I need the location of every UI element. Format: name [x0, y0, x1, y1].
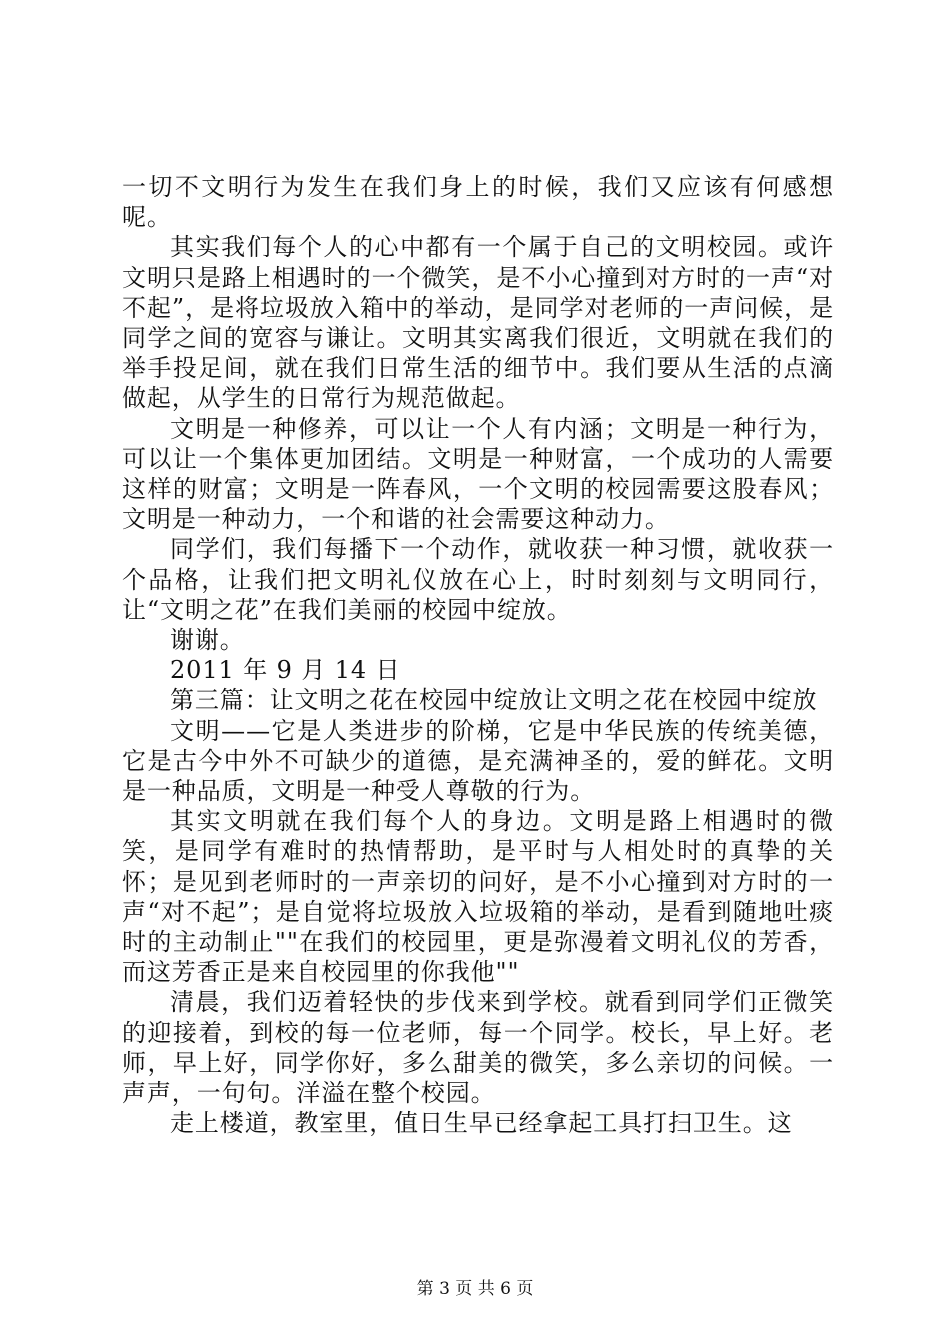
- section-heading: 第三篇：让文明之花在校园中绽放让文明之花在校园中绽放: [170, 686, 818, 715]
- paragraph: 其实文明就在我们每个人的身边。文明是路上相遇时的微笑，是同学有难时的热情帮助，是平时与人相处时的真挚的关怀；是见到老师时的一声亲切的问好，是不小心撞到对方时的一声“对不起”；是自觉将垃圾放入垃圾箱的举动，是看到随地吐痰时的主动制止""在我们的校园里，更是弥漫着文明礼仪的芳香，而这芳香正是来自校园里的你我他"": [122, 807, 834, 987]
- paragraph: 其实我们每个人的心中都有一个属于自己的文明校园。或许文明只是路上相遇时的一个微笑，是不小心撞到对方时的一声“对不起”，是将垃圾放入箱中的举动，是同学对老师的一声问候，是同学之间的宽容与谦让。文明其实离我们很近，文明就在我们的举手投足间，就在我们日常生活的细节中。我们要从生活的点滴做起，从学生的日常行为规范做起。: [122, 233, 834, 413]
- paragraph: 走上楼道，教室里，值日生早已经拿起工具打扫卫生。这: [170, 1109, 793, 1138]
- paragraph: 文明——它是人类进步的阶梯，它是中华民族的传统美德，它是古今中外不可缺少的道德，是充满神圣的，爱的鲜花。文明是一种品质，文明是一种受人尊敬的行为。: [122, 716, 834, 806]
- date-line: 2011 年 9 月 14 日: [170, 656, 401, 685]
- page-footer: 第 3 页 共 6 页: [416, 1279, 534, 1299]
- paragraph: 清晨，我们迈着轻快的步伐来到学校。就看到同学们正微笑的迎接着，到校的每一位老师，每一个同学。校长，早上好。老师，早上好，同学你好，多么甜美的微笑，多么亲切的问候。一声声，一句句。洋溢在整个校园。: [122, 988, 834, 1108]
- paragraph: 一切不文明行为发生在我们身上的时候，我们又应该有何感想呢。: [122, 173, 834, 232]
- paragraph: 谢谢。: [170, 626, 245, 655]
- paragraph: 同学们，我们每播下一个动作，就收获一种习惯，就收获一个品格，让我们把文明礼仪放在心上，时时刻刻与文明同行，让“文明之花”在我们美丽的校园中绽放。: [122, 535, 834, 624]
- document-body: [122, 172, 834, 1139]
- paragraph: 文明是一种修养，可以让一个人有内涵；文明是一种行为，可以让一个集体更加团结。文明是一种财富，一个成功的人需要这样的财富；文明是一阵春风，一个文明的校园需要这股春风；文明是一种动力，一个和谐的社会需要这种动力。: [122, 414, 834, 534]
